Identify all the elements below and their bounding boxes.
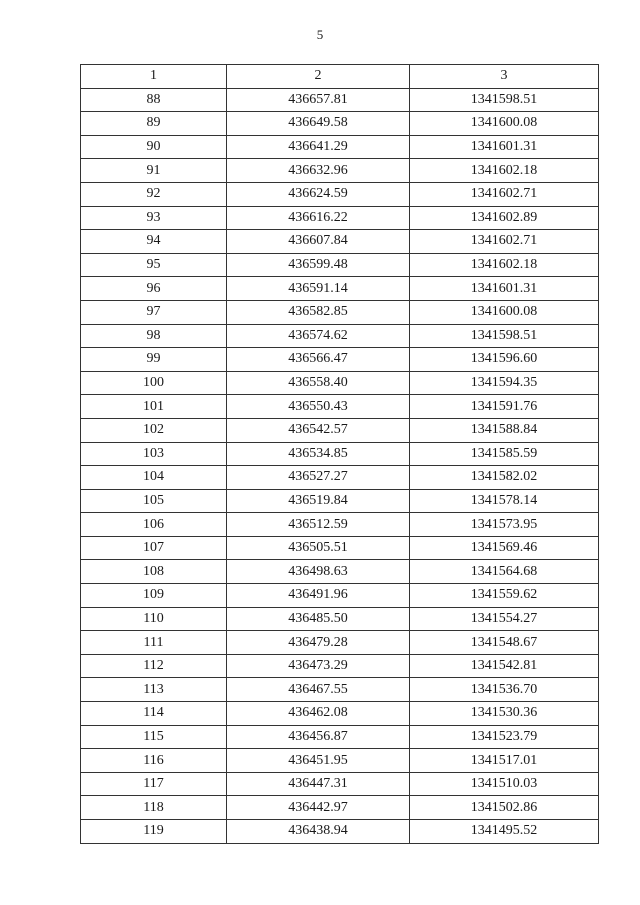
table-header-row bbox=[81, 65, 599, 89]
y-coordinate-cell: 1341548.67 bbox=[410, 631, 599, 655]
table-row bbox=[81, 678, 599, 702]
y-coordinate-cell: 1341585.59 bbox=[410, 442, 599, 466]
table-row bbox=[81, 749, 599, 773]
y-coordinate-cell: 1341523.79 bbox=[410, 725, 599, 749]
y-coordinate-cell: 1341602.71 bbox=[410, 182, 599, 206]
table-row bbox=[81, 324, 599, 348]
x-coordinate-cell: 436462.08 bbox=[227, 702, 410, 726]
y-coordinate-cell: 1341601.31 bbox=[410, 277, 599, 301]
y-coordinate-cell: 1341602.89 bbox=[410, 206, 599, 230]
point-number-cell: 113 bbox=[81, 678, 227, 702]
y-coordinate-cell: 1341517.01 bbox=[410, 749, 599, 773]
table-row bbox=[81, 135, 599, 159]
point-number-cell: 109 bbox=[81, 584, 227, 608]
point-number-cell: 105 bbox=[81, 489, 227, 513]
table-row bbox=[81, 159, 599, 183]
point-number-cell: 101 bbox=[81, 395, 227, 419]
table-row bbox=[81, 88, 599, 112]
table-row bbox=[81, 702, 599, 726]
point-number-cell: 119 bbox=[81, 820, 227, 844]
column-header-1: 1 bbox=[81, 65, 227, 89]
x-coordinate-cell: 436649.58 bbox=[227, 112, 410, 136]
table-row bbox=[81, 112, 599, 136]
point-number-cell: 118 bbox=[81, 796, 227, 820]
x-coordinate-cell: 436505.51 bbox=[227, 536, 410, 560]
y-coordinate-cell: 1341588.84 bbox=[410, 418, 599, 442]
y-coordinate-cell: 1341591.76 bbox=[410, 395, 599, 419]
y-coordinate-cell: 1341602.18 bbox=[410, 253, 599, 277]
x-coordinate-cell: 436591.14 bbox=[227, 277, 410, 301]
point-number-cell: 89 bbox=[81, 112, 227, 136]
x-coordinate-cell: 436491.96 bbox=[227, 584, 410, 608]
y-coordinate-cell: 1341573.95 bbox=[410, 513, 599, 537]
x-coordinate-cell: 436498.63 bbox=[227, 560, 410, 584]
x-coordinate-cell: 436438.94 bbox=[227, 820, 410, 844]
point-number-cell: 106 bbox=[81, 513, 227, 537]
y-coordinate-cell: 1341495.52 bbox=[410, 820, 599, 844]
x-coordinate-cell: 436527.27 bbox=[227, 466, 410, 490]
table-row bbox=[81, 182, 599, 206]
x-coordinate-cell: 436447.31 bbox=[227, 772, 410, 796]
point-number-cell: 90 bbox=[81, 135, 227, 159]
x-coordinate-cell: 436542.57 bbox=[227, 418, 410, 442]
y-coordinate-cell: 1341564.68 bbox=[410, 560, 599, 584]
x-coordinate-cell: 436641.29 bbox=[227, 135, 410, 159]
table-row bbox=[81, 253, 599, 277]
x-coordinate-cell: 436485.50 bbox=[227, 607, 410, 631]
y-coordinate-cell: 1341602.18 bbox=[410, 159, 599, 183]
table-row bbox=[81, 607, 599, 631]
point-number-cell: 92 bbox=[81, 182, 227, 206]
point-number-cell: 100 bbox=[81, 371, 227, 395]
y-coordinate-cell: 1341569.46 bbox=[410, 536, 599, 560]
x-coordinate-cell: 436479.28 bbox=[227, 631, 410, 655]
x-coordinate-cell: 436467.55 bbox=[227, 678, 410, 702]
point-number-cell: 107 bbox=[81, 536, 227, 560]
point-number-cell: 102 bbox=[81, 418, 227, 442]
x-coordinate-cell: 436519.84 bbox=[227, 489, 410, 513]
column-header-2: 2 bbox=[227, 65, 410, 89]
table-row bbox=[81, 489, 599, 513]
x-coordinate-cell: 436473.29 bbox=[227, 654, 410, 678]
x-coordinate-cell: 436624.59 bbox=[227, 182, 410, 206]
table-body bbox=[81, 88, 599, 843]
y-coordinate-cell: 1341582.02 bbox=[410, 466, 599, 490]
x-coordinate-cell: 436550.43 bbox=[227, 395, 410, 419]
x-coordinate-cell: 436451.95 bbox=[227, 749, 410, 773]
table-row bbox=[81, 796, 599, 820]
point-number-cell: 111 bbox=[81, 631, 227, 655]
y-coordinate-cell: 1341598.51 bbox=[410, 88, 599, 112]
x-coordinate-cell: 436558.40 bbox=[227, 371, 410, 395]
x-coordinate-cell: 436657.81 bbox=[227, 88, 410, 112]
y-coordinate-cell: 1341542.81 bbox=[410, 654, 599, 678]
y-coordinate-cell: 1341598.51 bbox=[410, 324, 599, 348]
x-coordinate-cell: 436607.84 bbox=[227, 230, 410, 254]
y-coordinate-cell: 1341596.60 bbox=[410, 348, 599, 372]
table-row bbox=[81, 206, 599, 230]
point-number-cell: 110 bbox=[81, 607, 227, 631]
x-coordinate-cell: 436582.85 bbox=[227, 300, 410, 324]
table-row bbox=[81, 395, 599, 419]
y-coordinate-cell: 1341554.27 bbox=[410, 607, 599, 631]
y-coordinate-cell: 1341578.14 bbox=[410, 489, 599, 513]
table-row bbox=[81, 371, 599, 395]
point-number-cell: 88 bbox=[81, 88, 227, 112]
x-coordinate-cell: 436566.47 bbox=[227, 348, 410, 372]
y-coordinate-cell: 1341594.35 bbox=[410, 371, 599, 395]
y-coordinate-cell: 1341502.86 bbox=[410, 796, 599, 820]
y-coordinate-cell: 1341602.71 bbox=[410, 230, 599, 254]
table-row bbox=[81, 418, 599, 442]
table-row bbox=[81, 536, 599, 560]
point-number-cell: 108 bbox=[81, 560, 227, 584]
x-coordinate-cell: 436599.48 bbox=[227, 253, 410, 277]
y-coordinate-cell: 1341530.36 bbox=[410, 702, 599, 726]
table-row bbox=[81, 772, 599, 796]
point-number-cell: 116 bbox=[81, 749, 227, 773]
point-number-cell: 93 bbox=[81, 206, 227, 230]
table-row bbox=[81, 466, 599, 490]
page-number: 5 bbox=[316, 27, 324, 42]
coordinates-table bbox=[80, 64, 599, 844]
point-number-cell: 98 bbox=[81, 324, 227, 348]
point-number-cell: 99 bbox=[81, 348, 227, 372]
table-row bbox=[81, 513, 599, 537]
table-row bbox=[81, 725, 599, 749]
x-coordinate-cell: 436442.97 bbox=[227, 796, 410, 820]
y-coordinate-cell: 1341559.62 bbox=[410, 584, 599, 608]
point-number-cell: 115 bbox=[81, 725, 227, 749]
point-number-cell: 104 bbox=[81, 466, 227, 490]
table-row bbox=[81, 584, 599, 608]
x-coordinate-cell: 436534.85 bbox=[227, 442, 410, 466]
table-row bbox=[81, 230, 599, 254]
y-coordinate-cell: 1341600.08 bbox=[410, 112, 599, 136]
point-number-cell: 117 bbox=[81, 772, 227, 796]
point-number-cell: 112 bbox=[81, 654, 227, 678]
point-number-cell: 103 bbox=[81, 442, 227, 466]
y-coordinate-cell: 1341600.08 bbox=[410, 300, 599, 324]
y-coordinate-cell: 1341510.03 bbox=[410, 772, 599, 796]
x-coordinate-cell: 436456.87 bbox=[227, 725, 410, 749]
point-number-cell: 91 bbox=[81, 159, 227, 183]
table-row bbox=[81, 820, 599, 844]
table-row bbox=[81, 348, 599, 372]
table-row bbox=[81, 654, 599, 678]
point-number-cell: 96 bbox=[81, 277, 227, 301]
x-coordinate-cell: 436512.59 bbox=[227, 513, 410, 537]
table-row bbox=[81, 560, 599, 584]
table-row bbox=[81, 300, 599, 324]
point-number-cell: 97 bbox=[81, 300, 227, 324]
point-number-cell: 95 bbox=[81, 253, 227, 277]
point-number-cell: 114 bbox=[81, 702, 227, 726]
x-coordinate-cell: 436616.22 bbox=[227, 206, 410, 230]
table-row bbox=[81, 631, 599, 655]
table-row bbox=[81, 277, 599, 301]
column-header-3: 3 bbox=[410, 65, 599, 89]
point-number-cell: 94 bbox=[81, 230, 227, 254]
table-row bbox=[81, 442, 599, 466]
x-coordinate-cell: 436574.62 bbox=[227, 324, 410, 348]
y-coordinate-cell: 1341601.31 bbox=[410, 135, 599, 159]
y-coordinate-cell: 1341536.70 bbox=[410, 678, 599, 702]
x-coordinate-cell: 436632.96 bbox=[227, 159, 410, 183]
